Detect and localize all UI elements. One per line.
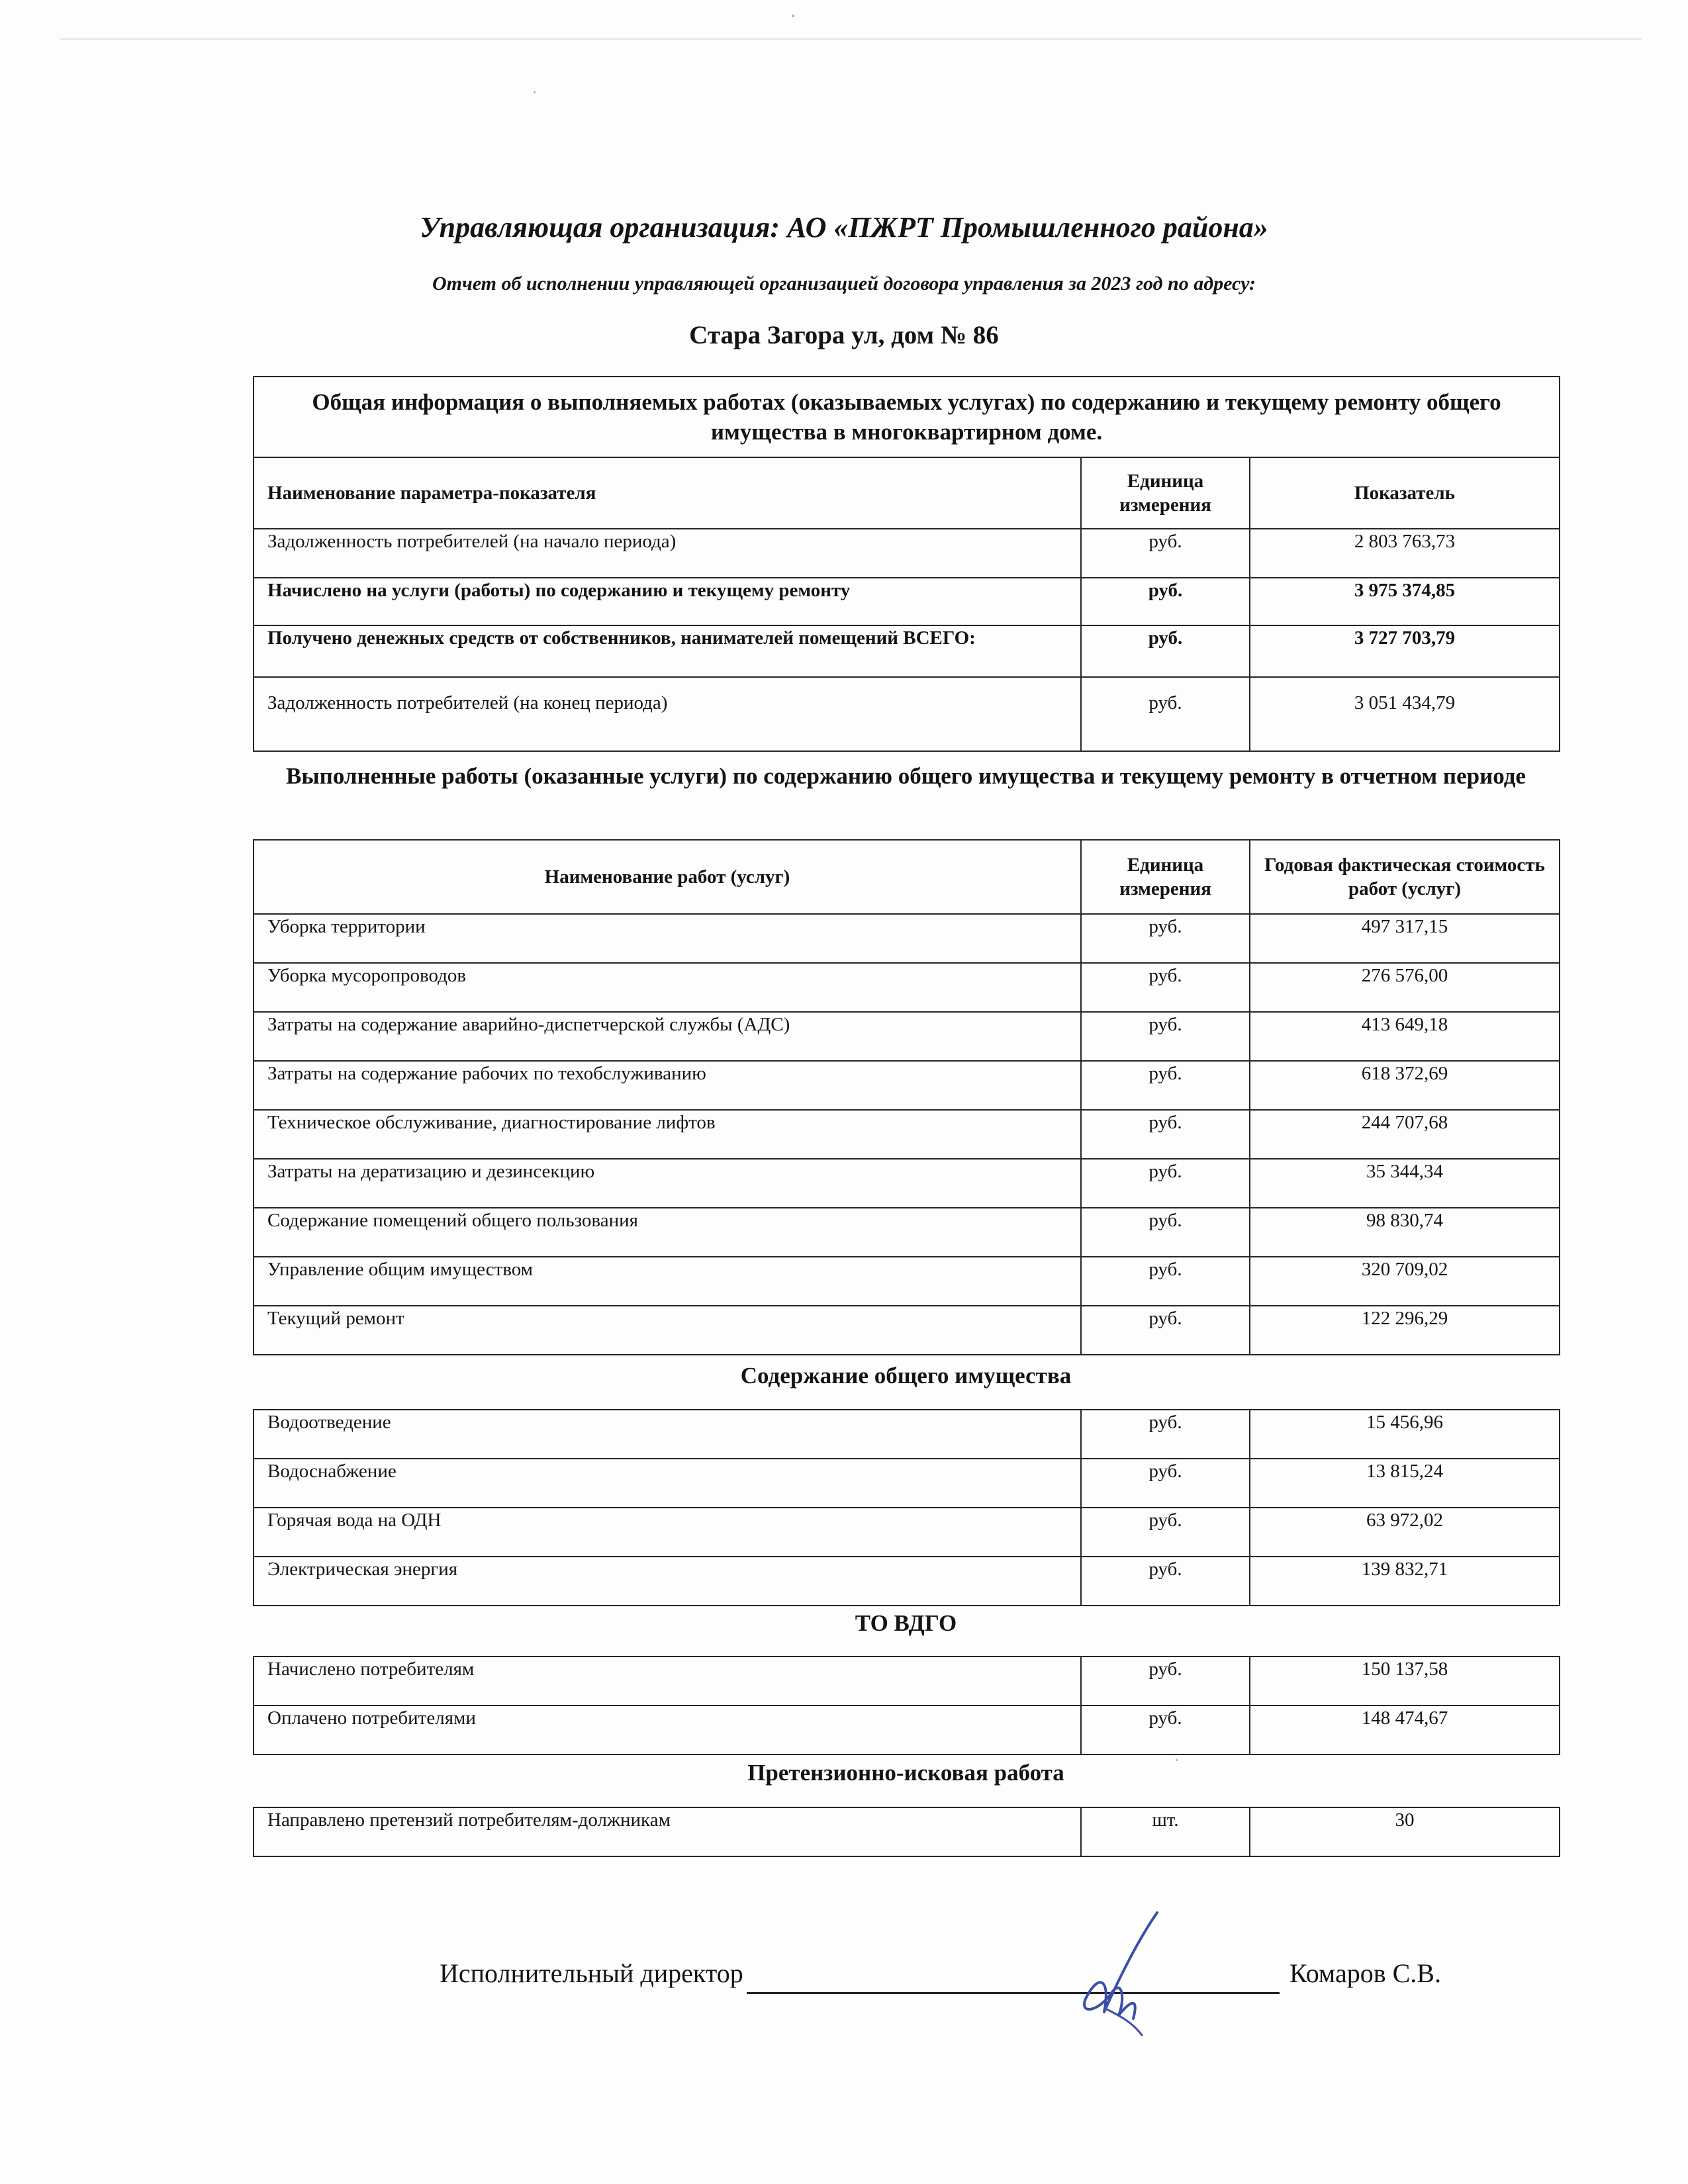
signatory-position: Исполнительный директор	[440, 1958, 743, 1988]
handwritten-signature	[1059, 1899, 1192, 2038]
general-info-table	[253, 376, 1560, 752]
table-row	[254, 1257, 1560, 1306]
col-header-value: Показатель	[1250, 457, 1560, 529]
scan-speck	[792, 15, 794, 17]
table-row	[254, 1557, 1560, 1606]
row-name: Затраты на содержание аварийно-диспетчерской службы (АДС)	[254, 1012, 1081, 1061]
row-name: Содержание помещений общего пользования	[254, 1208, 1081, 1257]
col-header-parameter: Наименование параметра-показателя	[254, 457, 1081, 529]
col-header-unit: Единица измерения	[1081, 840, 1250, 914]
row-value: 3 975 374,85	[1250, 578, 1560, 625]
row-unit: руб.	[1081, 1208, 1250, 1257]
row-unit: руб.	[1081, 1657, 1250, 1706]
row-name: Водоснабжение	[254, 1459, 1081, 1508]
table-row	[254, 1508, 1560, 1557]
row-value: 13 815,24	[1250, 1459, 1560, 1508]
row-value: 2 803 763,73	[1250, 529, 1560, 578]
table-row	[254, 1110, 1560, 1159]
general-info-caption: Общая информация о выполняемых работах (оказываемых услугах) по содержанию и текущему ремонту общего имущества в многоквартирном доме.	[254, 377, 1560, 457]
col-header-annual-cost: Годовая фактическая стоимость работ (услуг)	[1250, 840, 1560, 914]
row-unit: руб.	[1081, 578, 1250, 625]
signatory-name: Комаров С.В.	[1289, 1958, 1441, 1988]
row-unit: руб.	[1081, 677, 1250, 751]
table-row	[254, 1208, 1560, 1257]
row-value: 244 707,68	[1250, 1110, 1560, 1159]
row-value: 413 649,18	[1250, 1012, 1560, 1061]
row-unit: руб.	[1081, 1706, 1250, 1754]
table-row	[254, 578, 1560, 625]
table-row	[254, 1807, 1560, 1856]
table-row	[254, 1012, 1560, 1061]
org-title: Управляющая организация: АО «ПЖРТ Промышленного района»	[420, 211, 1268, 244]
row-value: 3 727 703,79	[1250, 625, 1560, 677]
row-value: 35 344,34	[1250, 1159, 1560, 1208]
common-property-section-title: Содержание общего имущества	[740, 1363, 1072, 1388]
address-title: Стара Загора ул, дом № 86	[689, 321, 999, 349]
col-header-work-name: Наименование работ (услуг)	[254, 840, 1081, 914]
row-name: Задолженность потребителей (на начало периода)	[254, 529, 1081, 578]
row-unit: руб.	[1081, 1110, 1250, 1159]
row-value: 618 372,69	[1250, 1061, 1560, 1110]
table-row	[254, 963, 1560, 1012]
table-row	[254, 1159, 1560, 1208]
row-unit: шт.	[1081, 1807, 1250, 1856]
works-table	[253, 839, 1560, 1355]
row-name: Горячая вода на ОДН	[254, 1508, 1081, 1557]
row-name: Текущий ремонт	[254, 1306, 1081, 1355]
report-subtitle: Отчет об исполнении управляющей организацией договора управления за 2023 год по адресу:	[432, 273, 1256, 295]
row-unit: руб.	[1081, 1306, 1250, 1355]
row-name: Уборка территории	[254, 914, 1081, 963]
table-row	[254, 1061, 1560, 1110]
row-value: 148 474,67	[1250, 1706, 1560, 1754]
row-name: Начислено потребителям	[254, 1657, 1081, 1706]
row-unit: руб.	[1081, 963, 1250, 1012]
row-value: 497 317,15	[1250, 914, 1560, 963]
row-value: 98 830,74	[1250, 1208, 1560, 1257]
row-unit: руб.	[1081, 1557, 1250, 1606]
vdgo-section-title: ТО ВДГО	[855, 1610, 957, 1636]
row-unit: руб.	[1081, 914, 1250, 963]
row-name: Получено денежных средств от собственников, нанимателей помещений ВСЕГО:	[254, 625, 1081, 677]
claims-section-title: Претензионно-исковая работа	[747, 1760, 1064, 1786]
works-section-title: Выполненные работы (оказанные услуги) по содержанию общего имущества и текущему ремонту в отчетном периоде	[286, 763, 1526, 789]
table-row	[254, 1657, 1560, 1706]
row-value: 15 456,96	[1250, 1410, 1560, 1459]
row-unit: руб.	[1081, 1159, 1250, 1208]
table-row	[254, 1459, 1560, 1508]
row-value: 3 051 434,79	[1250, 677, 1560, 751]
row-name: Направлено претензий потребителям-должникам	[254, 1807, 1081, 1856]
scan-edge-line	[60, 38, 1642, 40]
signature-line	[747, 1992, 1280, 1994]
col-header-unit: Единица измерения	[1081, 457, 1250, 529]
row-unit: руб.	[1081, 1459, 1250, 1508]
row-unit: руб.	[1081, 1257, 1250, 1306]
row-unit: руб.	[1081, 529, 1250, 578]
row-name: Техническое обслуживание, диагностирование лифтов	[254, 1110, 1081, 1159]
row-value: 139 832,71	[1250, 1557, 1560, 1606]
row-name: Затраты на дератизацию и дезинсекцию	[254, 1159, 1081, 1208]
row-name: Электрическая энергия	[254, 1557, 1081, 1606]
row-unit: руб.	[1081, 1061, 1250, 1110]
table-row	[254, 1706, 1560, 1754]
table-row	[254, 625, 1560, 677]
row-value: 320 709,02	[1250, 1257, 1560, 1306]
table-row	[254, 1410, 1560, 1459]
row-unit: руб.	[1081, 625, 1250, 677]
table-row	[254, 677, 1560, 751]
row-value: 30	[1250, 1807, 1560, 1856]
row-name: Затраты на содержание рабочих по техобслуживанию	[254, 1061, 1081, 1110]
row-value: 63 972,02	[1250, 1508, 1560, 1557]
scan-speck	[534, 91, 536, 93]
table-row	[254, 914, 1560, 963]
row-name: Начислено на услуги (работы) по содержанию и текущему ремонту	[254, 578, 1081, 625]
claims-table	[253, 1807, 1560, 1857]
row-name: Задолженность потребителей (на конец периода)	[254, 677, 1081, 751]
row-value: 276 576,00	[1250, 963, 1560, 1012]
row-value: 122 296,29	[1250, 1306, 1560, 1355]
row-unit: руб.	[1081, 1508, 1250, 1557]
common-property-table	[253, 1409, 1560, 1606]
row-name: Водоотведение	[254, 1410, 1081, 1459]
vdgo-table	[253, 1656, 1560, 1755]
table-row	[254, 529, 1560, 578]
table-row	[254, 1306, 1560, 1355]
row-value: 150 137,58	[1250, 1657, 1560, 1706]
row-name: Оплачено потребителями	[254, 1706, 1081, 1754]
row-unit: руб.	[1081, 1410, 1250, 1459]
row-name: Управление общим имуществом	[254, 1257, 1081, 1306]
row-unit: руб.	[1081, 1012, 1250, 1061]
row-name: Уборка мусоропроводов	[254, 963, 1081, 1012]
